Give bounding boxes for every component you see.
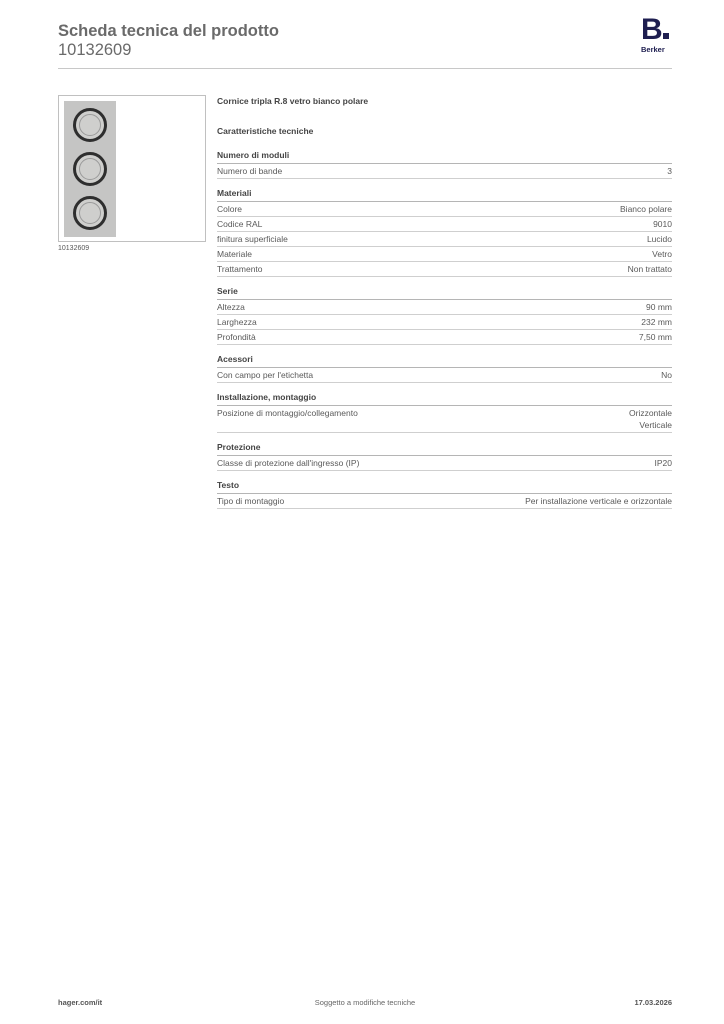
spec-section	[217, 353, 672, 383]
spec-label: Materiale	[217, 249, 252, 259]
spec-label: Colore	[217, 204, 243, 214]
footer-date: 17.03.2026	[634, 998, 672, 1007]
spec-section	[217, 479, 672, 509]
spec-label: Larghezza	[217, 317, 257, 327]
spec-section-title: Numero di moduli	[217, 149, 672, 164]
spec-row	[217, 262, 672, 277]
spec-label: Numero di bande	[217, 166, 283, 176]
product-details	[217, 95, 672, 517]
spec-label: Altezza	[217, 302, 245, 312]
header-divider	[58, 68, 672, 69]
logo-mark: B	[641, 16, 675, 44]
spec-value-line: Verticale	[639, 420, 672, 430]
spec-sections	[217, 149, 672, 509]
product-image-frame	[58, 95, 206, 242]
spec-value	[620, 203, 672, 215]
image-caption: 10132609	[58, 245, 90, 252]
frame-ring-1	[73, 108, 107, 142]
product-image	[64, 101, 116, 237]
spec-section-title: Acessori	[217, 353, 672, 368]
spec-section	[217, 285, 672, 345]
spec-row	[217, 406, 672, 433]
spec-value	[641, 316, 672, 328]
spec-value-line: Non trattato	[627, 264, 672, 274]
spec-label: Codice RAL	[217, 219, 263, 229]
document-header	[58, 22, 279, 59]
spec-value-line: No	[661, 370, 672, 380]
frame-ring-2	[73, 152, 107, 186]
footer-website: hager.com/it	[58, 998, 103, 1007]
spec-value-line: IP20	[654, 458, 672, 468]
spec-value	[655, 457, 673, 469]
spec-label: Tipo di montaggio	[217, 496, 285, 506]
spec-value-line: Lucido	[646, 234, 672, 244]
spec-section	[217, 187, 672, 277]
spec-section-title: Testo	[217, 479, 672, 494]
spec-value-line: Vetro	[652, 249, 672, 259]
product-number: 10132609	[58, 41, 132, 59]
spec-value-line: Bianco polare	[620, 204, 672, 214]
logo-wordmark: Berker	[641, 45, 665, 54]
berker-logo	[641, 13, 675, 54]
spec-value-line: Orizzontale	[629, 408, 672, 418]
spec-value	[525, 495, 672, 507]
spec-value-line: Per installazione verticale e orizzontale	[525, 496, 672, 506]
spec-row	[217, 330, 672, 345]
spec-section-title: Installazione, montaggio	[217, 391, 672, 406]
spec-value	[647, 233, 672, 245]
spec-section-title: Materiali	[217, 187, 672, 202]
spec-value-line: 7,50 mm	[638, 332, 672, 342]
spec-value-line: 90 mm	[646, 302, 672, 312]
product-name: Cornice tripla R.8 vetro bianco polare	[217, 96, 369, 106]
spec-section	[217, 391, 672, 433]
spec-value-line: 9010	[653, 219, 672, 229]
spec-row	[217, 247, 672, 262]
spec-value	[652, 248, 672, 260]
spec-row	[217, 164, 672, 179]
spec-row	[217, 315, 672, 330]
spec-value	[628, 263, 672, 275]
spec-value	[629, 407, 672, 431]
spec-section	[217, 441, 672, 471]
spec-row	[217, 300, 672, 315]
spec-value	[653, 218, 672, 230]
spec-row	[217, 217, 672, 232]
spec-value	[661, 369, 672, 381]
frame-ring-3	[73, 196, 107, 230]
spec-row	[217, 368, 672, 383]
logo-dot	[663, 33, 669, 39]
spec-label: Trattamento	[217, 264, 263, 274]
specs-title: Caratteristiche tecniche	[217, 126, 314, 136]
spec-section-title: Serie	[217, 285, 672, 300]
spec-label: Posizione di montaggio/collegamento	[217, 408, 358, 418]
spec-value	[646, 301, 672, 313]
spec-value-line: 3	[667, 166, 672, 176]
spec-section-title: Protezione	[217, 441, 672, 456]
spec-label: Con campo per l'etichetta	[217, 370, 314, 380]
spec-value	[639, 331, 672, 343]
spec-row	[217, 202, 672, 217]
spec-row	[217, 232, 672, 247]
spec-label: Classe di protezione dall'ingresso (IP)	[217, 458, 360, 468]
spec-label: finitura superficiale	[217, 234, 288, 244]
spec-row	[217, 494, 672, 509]
spec-label: Profondità	[217, 332, 256, 342]
footer-note: Soggetto a modifiche tecniche	[314, 998, 416, 1007]
document-title: Scheda tecnica del prodotto	[58, 22, 279, 40]
spec-section	[217, 149, 672, 179]
spec-value	[667, 165, 672, 177]
spec-row	[217, 456, 672, 471]
spec-value-line: 232 mm	[641, 317, 672, 327]
